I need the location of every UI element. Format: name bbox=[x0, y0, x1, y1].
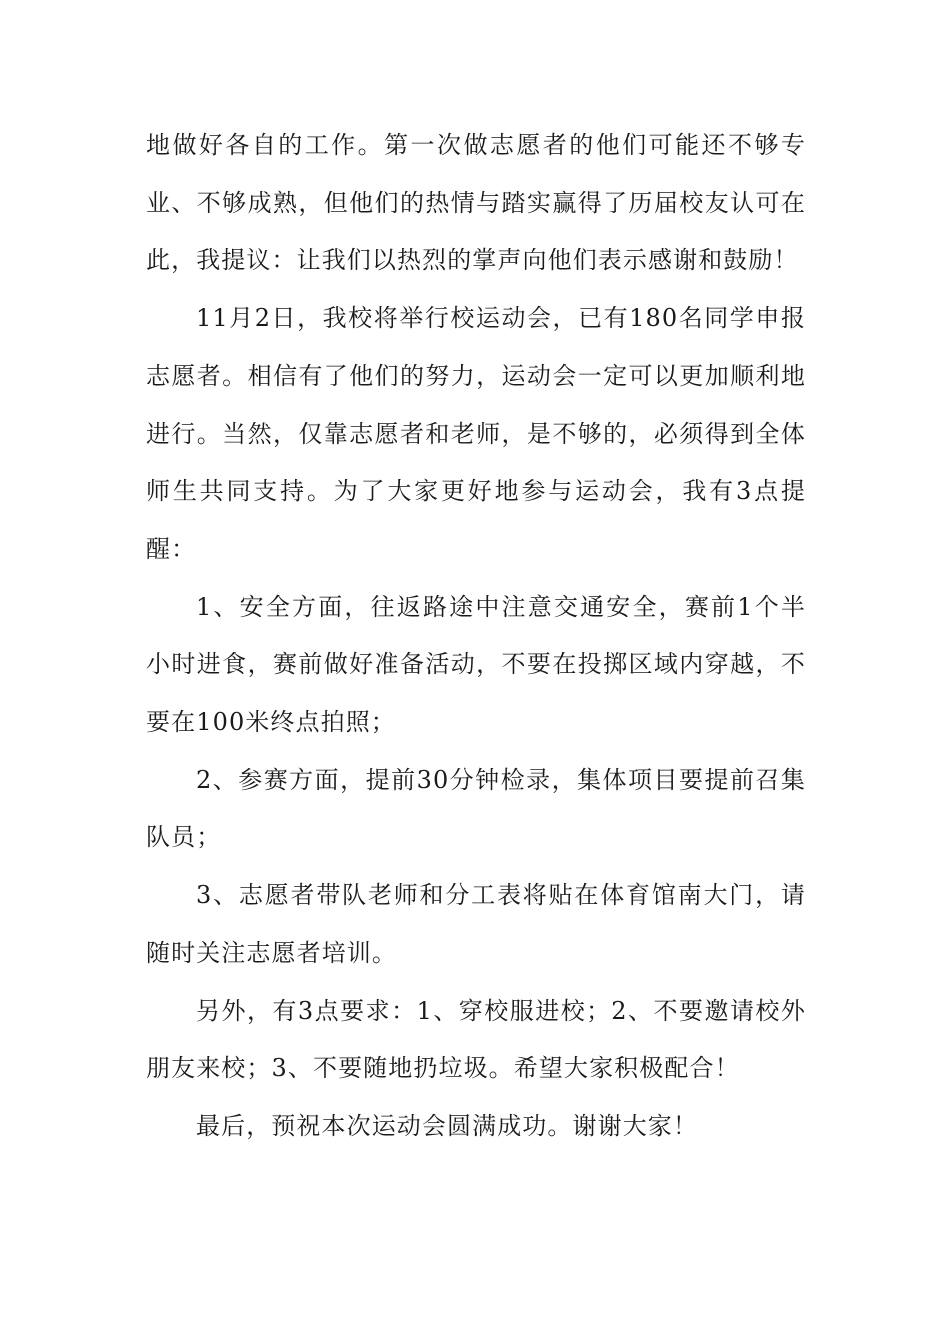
paragraph-continuation: 地做好各自的工作。第一次做志愿者的他们可能还不够专业、不够成熟，但他们的热情与踏实赢得了历届校友认可在此，我提议：让我们以热烈的掌声向他们表示感谢和鼓励！ bbox=[146, 131, 806, 275]
paragraph-closing: 最后，预祝本次运动会圆满成功。谢谢大家！ bbox=[196, 1111, 698, 1140]
document-body bbox=[146, 117, 806, 1156]
paragraph-requirements: 另外，有3点要求：1、穿校服进校；2、不要邀请校外朋友来校；3、不要随地扔垃圾。希望大家积极配合！ bbox=[146, 996, 806, 1083]
paragraph-safety-reminder: 1、安全方面，往返路途中注意交通安全，赛前1个半小时进食，赛前做好准备活动，不要在投掷区域内穿越，不要在100米终点拍照； bbox=[146, 592, 806, 737]
paragraph-sports-meet-announcement: 11月2日，我校将举行校运动会，已有180名同学申报志愿者。相信有了他们的努力，运动会一定可以更加顺利地进行。当然，仅靠志愿者和老师，是不够的，必须得到全体师生共同支持。为了大家更好地参与运动会，我有3点提醒： bbox=[146, 304, 806, 563]
paragraph-competition-reminder: 2、参赛方面，提前30分钟检录，集体项目要提前召集队员； bbox=[146, 765, 806, 852]
paragraph-volunteer-reminder: 3、志愿者带队老师和分工表将贴在体育馆南大门，请随时关注志愿者培训。 bbox=[146, 881, 806, 967]
